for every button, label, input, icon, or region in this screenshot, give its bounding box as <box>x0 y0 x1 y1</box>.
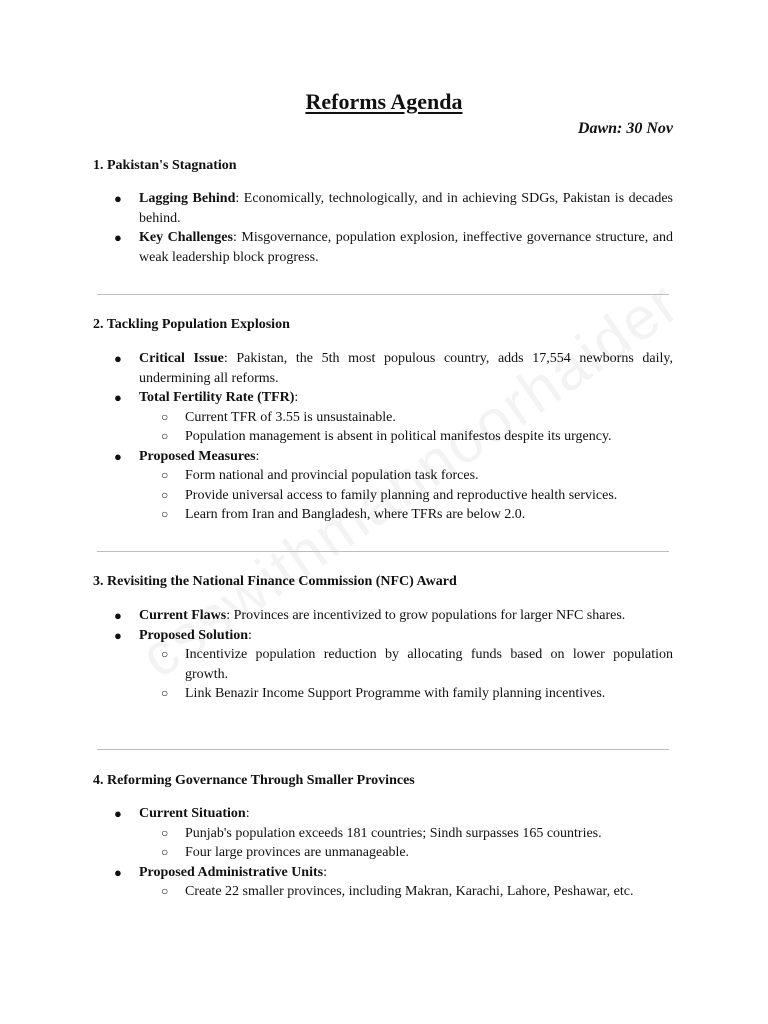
source-date: Dawn: 30 Nov <box>577 120 673 137</box>
bullet-lagging-behind <box>93 189 673 228</box>
circle-bullet-icon: ○ <box>161 468 169 482</box>
section-4-bullets <box>93 804 673 902</box>
sub-list <box>139 824 673 863</box>
sub-item <box>93 882 673 902</box>
bullet-label: Current Flaws <box>139 608 227 623</box>
section-divider <box>97 551 669 552</box>
sub-item-text: Provide universal access to family planning and reproductive health services. <box>185 487 618 503</box>
circle-bullet-icon: ○ <box>161 487 169 502</box>
sub-list <box>139 408 673 447</box>
bullet-current-situation <box>93 804 673 863</box>
sub-list <box>139 645 673 704</box>
sub-item-text: Four large provinces are unmanageable. <box>185 845 410 860</box>
section-divider <box>97 749 669 750</box>
sub-list <box>139 466 673 525</box>
sub-item <box>93 824 673 844</box>
bullet-label: Proposed Solution <box>139 627 249 643</box>
bullet-label: Critical Issue <box>139 351 224 366</box>
bullet-dot-icon: ● <box>114 390 122 405</box>
bullet-label: Proposed Administrative Units <box>139 864 324 880</box>
bullet-proposed-units <box>93 863 673 902</box>
sub-item-text: Population management is absent in political manifestos despite its urgency. <box>185 429 612 444</box>
sub-item-text: Punjab's population exceeds 181 countries; Sindh surpasses 165 countries. <box>185 825 602 841</box>
sub-item-text: Create 22 smaller provinces, including Makran, Karachi, Lahore, Peshawar, etc. <box>185 884 634 899</box>
circle-bullet-icon: ○ <box>161 686 169 700</box>
bullet-dot-icon: ● <box>114 448 122 464</box>
section-divider <box>97 294 669 295</box>
sub-item <box>93 505 673 525</box>
sub-item-text: Form national and provincial population task forces. <box>185 468 479 483</box>
bullet-text: : <box>294 390 299 405</box>
bullet-label: Lagging Behind <box>139 191 236 206</box>
section-heading-4: 4. Reforming Governance Through Smaller Provinces <box>93 773 415 788</box>
bullet-text: : Provinces are incentivized to grow populations for larger NFC shares. <box>226 608 626 623</box>
sub-item-text: Current TFR of 3.55 is unsustainable. <box>185 409 396 425</box>
bullet-tfr <box>93 388 673 447</box>
bullet-text: : Misgovernance, population explosion, ineffective governance structure, and weak leadership block progress. <box>139 230 673 265</box>
bullet-text: : <box>255 448 260 464</box>
sub-item <box>93 486 673 506</box>
bullet-critical-issue <box>93 349 673 388</box>
sub-list <box>139 882 673 902</box>
bullet-key-challenges <box>93 228 673 267</box>
sub-item <box>93 684 673 704</box>
circle-bullet-icon: ○ <box>161 884 169 898</box>
circle-bullet-icon: ○ <box>161 429 169 443</box>
sub-item <box>93 843 673 863</box>
bullet-current-flaws <box>93 606 673 626</box>
circle-bullet-icon: ○ <box>161 845 169 859</box>
sub-item-text: Incentivize population reduction by allocating funds based on lower population growth. <box>185 647 673 682</box>
bullet-text: : <box>323 864 327 880</box>
section-heading-3: 3. Revisiting the National Finance Commission (NFC) Award <box>93 574 457 589</box>
bullet-dot-icon: ● <box>114 230 122 245</box>
bullet-text: : Economically, technologically, and in achieving SDGs, Pakistan is decades behind. <box>139 191 673 226</box>
bullet-dot-icon: ● <box>114 864 122 880</box>
bullet-dot-icon: ● <box>114 351 122 366</box>
bullet-dot-icon: ● <box>114 191 122 206</box>
bullet-dot-icon: ● <box>114 627 122 643</box>
bullet-label: Proposed Measures <box>139 448 256 464</box>
page-title <box>0 88 768 116</box>
circle-bullet-icon: ○ <box>161 507 169 521</box>
bullet-text: : <box>245 806 250 821</box>
circle-bullet-icon: ○ <box>161 647 169 661</box>
sub-item-text: Learn from Iran and Bangladesh, where TFRs are below 2.0. <box>185 507 526 522</box>
section-1-bullets <box>93 189 673 267</box>
bullet-text: : Pakistan, the 5th most populous country, adds 17,554 newborns daily, undermining all reforms. <box>139 351 673 386</box>
section-2-bullets <box>93 349 673 525</box>
bullet-label: Key Challenges <box>139 230 233 245</box>
bullet-label: Total Fertility Rate (TFR) <box>139 390 295 405</box>
bullet-proposed-solution <box>93 626 673 704</box>
section-3-bullets <box>93 606 673 704</box>
sub-item <box>93 408 673 428</box>
bullet-proposed-measures <box>93 447 673 525</box>
circle-bullet-icon: ○ <box>161 409 169 424</box>
page-title-text: Reforms Agenda <box>305 89 463 114</box>
circle-bullet-icon: ○ <box>161 825 169 840</box>
sub-item <box>93 466 673 486</box>
bullet-text: : <box>248 627 252 643</box>
sub-item <box>93 427 673 447</box>
bullet-label: Current Situation <box>139 806 246 821</box>
section-heading-2: 2. Tackling Population Explosion <box>93 317 290 332</box>
sub-item <box>93 645 673 684</box>
section-heading-1: 1. Pakistan's Stagnation <box>93 158 237 173</box>
bullet-dot-icon: ● <box>114 806 122 821</box>
bullet-dot-icon: ● <box>114 608 122 623</box>
sub-item-text: Link Benazir Income Support Programme with family planning incentives. <box>185 686 606 701</box>
